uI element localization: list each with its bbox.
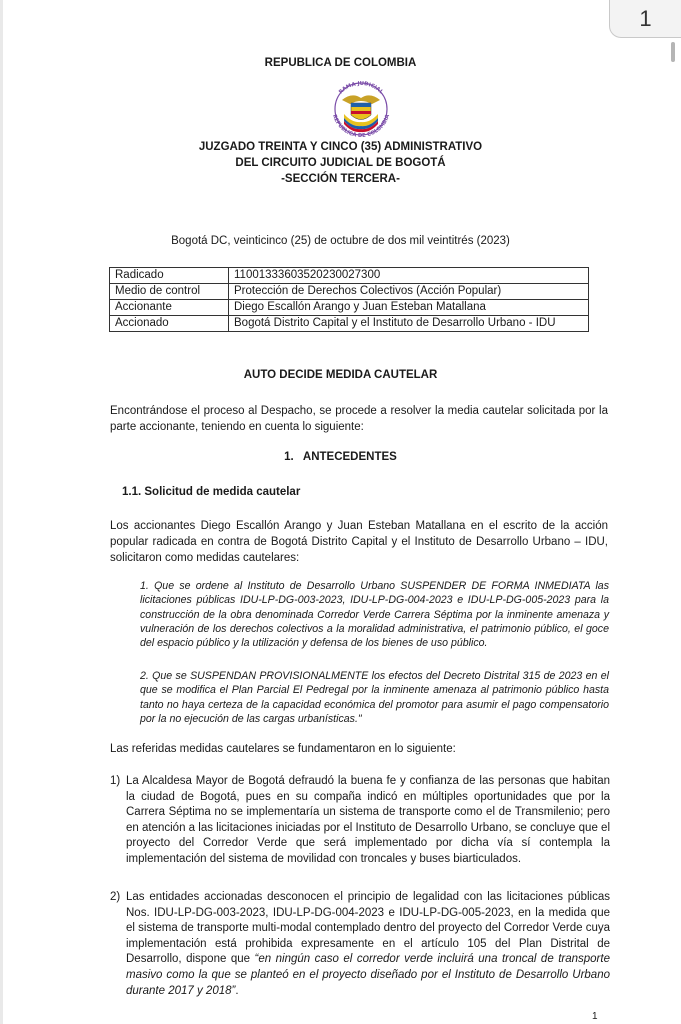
intro-paragraph: Encontrándose el proceso al Despacho, se procede a resolver la media cautelar solicitada por la parte accionante, teniendo en cuenta lo siguiente:	[110, 405, 608, 433]
judicial-branch-seal-icon	[322, 78, 400, 138]
case-label: Accionante	[110, 300, 229, 316]
list-text-lead: Las entidades accionadas desconocen el principio de legalidad con las licitaciones públicas Nos. IDU-LP-DG-003-2023, IDU-LP-DG-004-2023 e IDU-LP-DG-005-2023, en la medida que el sistema de transporte multi-modal contemplado dentro del proyecto del Corredor Verde cuya implementación está prohibida expresamente en el artículo 105 del Plan Distrital de Desarrollo, dispone que	[126, 891, 610, 966]
court-name-line1: JUZGADO TREINTA Y CINCO (35) ADMINISTRATIVO	[198, 141, 483, 153]
table-row	[110, 316, 589, 332]
list-text: La Alcaldesa Mayor de Bogotá defraudó la buena fe y confianza de las personas que habitan la ciudad de Bogotá, pues en su compaña indicó en múltiples oportunidades que por la Carrera Séptima no se implementaría un sistema de transporte como el de Transmilenio; pero en atención a las licitaciones iniciadas por el Instituto de Desarrollo Urbano, se concluye que el proyecto del Corredor Verde que será implementado por dicha vía sí contempla la implementación del sistema de movilidad con troncales y buses biarticulados.	[126, 775, 610, 865]
case-label: Medio de control	[110, 284, 229, 300]
court-section: -SECCIÓN TERCERA-	[281, 173, 400, 185]
list-text-end: .	[235, 984, 239, 997]
list-number: 1)	[110, 775, 121, 787]
case-label: Radicado	[110, 268, 229, 284]
section-heading: 1. ANTECEDENTES	[284, 451, 397, 463]
case-value: Diego Escallón Arango y Juan Esteban Matallana	[229, 300, 589, 316]
table-row	[110, 300, 589, 316]
list-number: 2)	[110, 891, 121, 903]
table-row	[110, 268, 589, 284]
quoted-request-1: 1. Que se ordene al Instituto de Desarrollo Urbano SUSPENDER DE FORMA INMEDIATA las licitaciones públicas IDU-LP-DG-003-2023, IDU-LP-DG-004-2023 e IDU-LP-DG-005-2023 para la construcción de la obra denominada Corredor Verde Carrera Séptima por la inminente amenaza y vulneración de los derechos colectivos a la moralidad administrativa, el patrimonio público, el goce del espacio público y la utilización y defensa de los bienes de uso público.	[140, 580, 609, 650]
case-label: Accionado	[110, 316, 229, 332]
document-title: AUTO DECIDE MEDIDA CAUTELAR	[243, 369, 438, 381]
inline-quote: “en ningún caso el corredor verde incluirá una troncal de transporte masivo como la que se planteó en el proyecto diseñado por el Instituto de Desarrollo Urbano durante 2017 y 2018”	[126, 953, 610, 997]
country-heading: REPUBLICA DE COLOMBIA	[264, 57, 417, 69]
svg-text:REPUBLICA DE COLOMBIA: REPUBLICA DE COLOMBIA	[330, 113, 392, 138]
subsection-heading: 1.1. Solicitud de medida cautelar	[122, 486, 301, 498]
scrollbar-thumb[interactable]	[671, 42, 675, 62]
page-indicator: 1	[609, 0, 681, 38]
date-line: Bogotá DC, veinticinco (25) de octubre de dos mil veintitrés (2023)	[171, 235, 510, 247]
case-value: Protección de Derechos Colectivos (Acción Popular)	[229, 284, 589, 300]
svg-text:RAMA JUDICIAL: RAMA JUDICIAL	[337, 80, 385, 96]
case-value: 11001333603520230027300	[229, 268, 589, 284]
case-info-table	[109, 267, 589, 332]
body-paragraph: Los accionantes Diego Escallón Arango y Juan Esteban Matallana en el escrito de la acción popular radicada en contra de Bogotá Distrito Capital y el Instituto de Desarrollo Urbano – IDU, solicitaron como medidas cautelares:	[110, 520, 608, 564]
court-name-line2: DEL CIRCUITO JUDICIAL DE BOGOTÁ	[235, 157, 446, 169]
quoted-request-2: 2. Que se SUSPENDAN PROVISIONALMENTE los efectos del Decreto Distrital 315 de 2023 en el que se modifica el Plan Parcial El Pedregal por la inminente amenaza al patrimonio público hasta tanto no haya certeza de la capacidad económica del promotor para asumir el pago compensatorio por la no ejecución de las cargas urbanísticas."	[140, 670, 609, 725]
table-row	[110, 284, 589, 300]
body-paragraph: Las referidas medidas cautelares se fundamentaron en lo siguiente:	[110, 743, 456, 755]
list-text	[126, 890, 610, 999]
case-value: Bogotá Distrito Capital y el Instituto de Desarrollo Urbano - IDU	[229, 316, 589, 332]
page-number: 1	[592, 1011, 598, 1022]
